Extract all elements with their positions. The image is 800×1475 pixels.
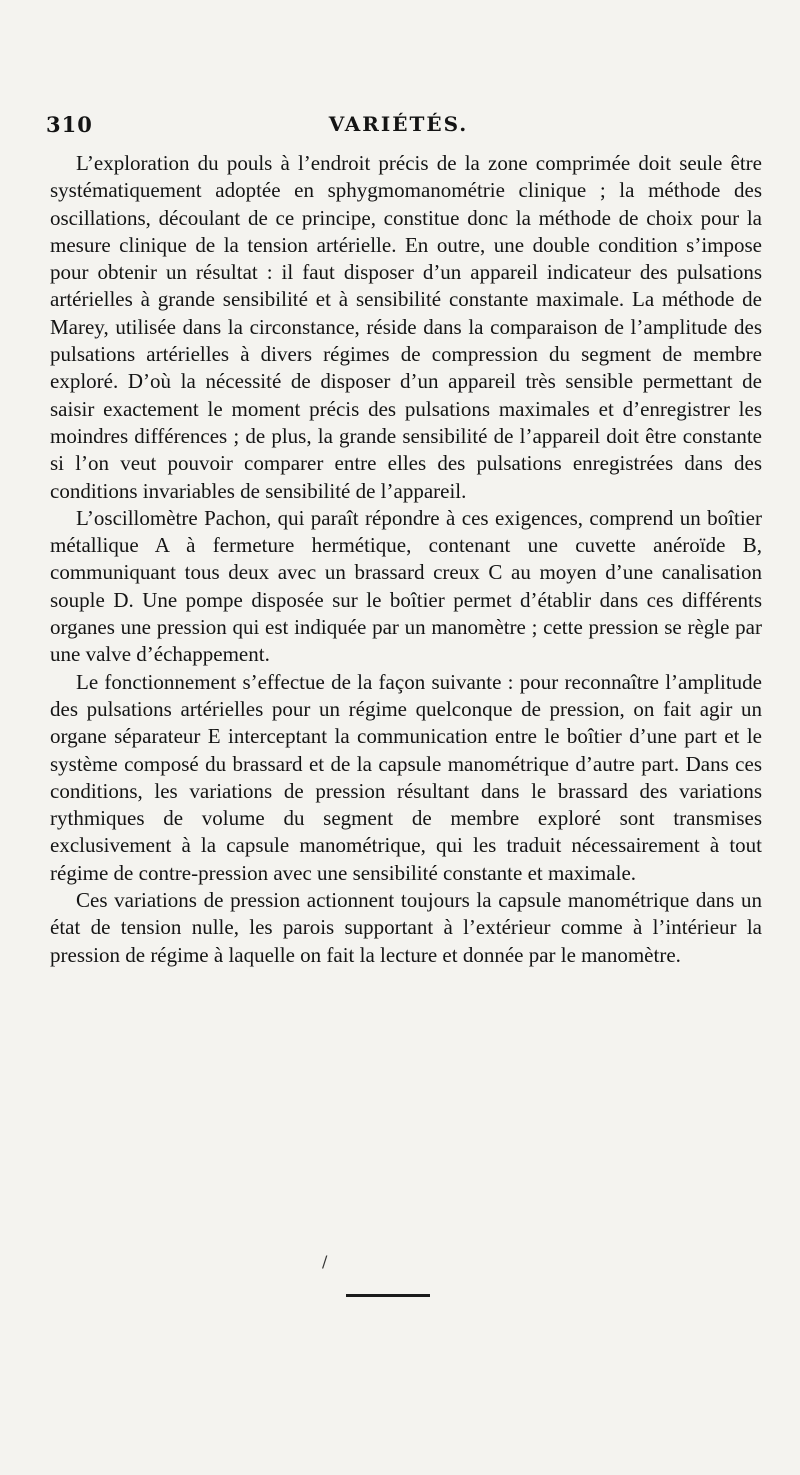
page-number: 310 xyxy=(46,112,93,137)
stray-mark: / xyxy=(322,1252,328,1271)
paragraph: Ces variations de pression actionnent toujours la capsule manométrique dans un état de tension nulle, les parois supportant à l’extérieur comme à l’intérieur la pression de régime à laquelle on fait la lecture et donnée par le manomètre. xyxy=(50,888,762,967)
page-header xyxy=(46,112,751,142)
body-text xyxy=(50,150,762,969)
paragraph: L’exploration du pouls à l’endroit précis de la zone comprimée doit seule être systématiquement adoptée en sphygmomanométrie clinique ; la méthode des oscillations, découlant de ce principe, constitue donc la méthode de choix pour la mesure clinique de la tension artérielle. En outre, une double condition s’impose pour obtenir un résultat : il faut disposer d’un appareil indicateur des pulsations artérielles à grande sensibilité et à sensibilité constante maximale. La méthode de Marey, utilisée dans la circonstance, réside dans la comparaison de l’amplitude des pulsations artérielles à divers régimes de compression du segment de membre exploré. D’où la nécessité de disposer d’un appareil très sensible permettant de saisir exactement le moment précis des pulsations maximales et d’enregistrer les moindres différences ; de plus, la grande sensibilité de l’appareil doit être constante si l’on veut pouvoir comparer entre elles des pulsations enregistrées dans des conditions invariables de sensibilité de l’appareil. xyxy=(50,151,762,503)
running-title: VARIÉTÉS. xyxy=(328,112,469,136)
end-rule xyxy=(346,1294,430,1297)
paragraph: L’oscillomètre Pachon, qui paraît répondre à ces exigences, comprend un boîtier métallique A à fermeture hermétique, contenant une cuvette anéroïde B, communiquant tous deux avec un brassard creux C au moyen d’une canalisation souple D. Une pompe disposée sur le boîtier permet d’établir dans ces différents organes une pression qui est indiquée par un manomètre ; cette pression se règle par une valve d’échappement. xyxy=(50,505,762,667)
paragraph: Le fonctionnement s’effectue de la façon suivante : pour reconnaître l’amplitude des pulsations artérielles pour un régime quelconque de pression, on fait agir un organe séparateur E interceptant la communication entre le boîtier d’une part et le système composé du brassard et de la capsule manométrique d’autre part. Dans ces conditions, les variations de pression résultant dans le brassard des variations rythmiques de volume du segment de membre exploré sont transmises exclusivement à la capsule manométrique, qui les traduit nécessairement à tout régime de contre-pression avec une sensibilité constante et maximale. xyxy=(50,669,762,885)
